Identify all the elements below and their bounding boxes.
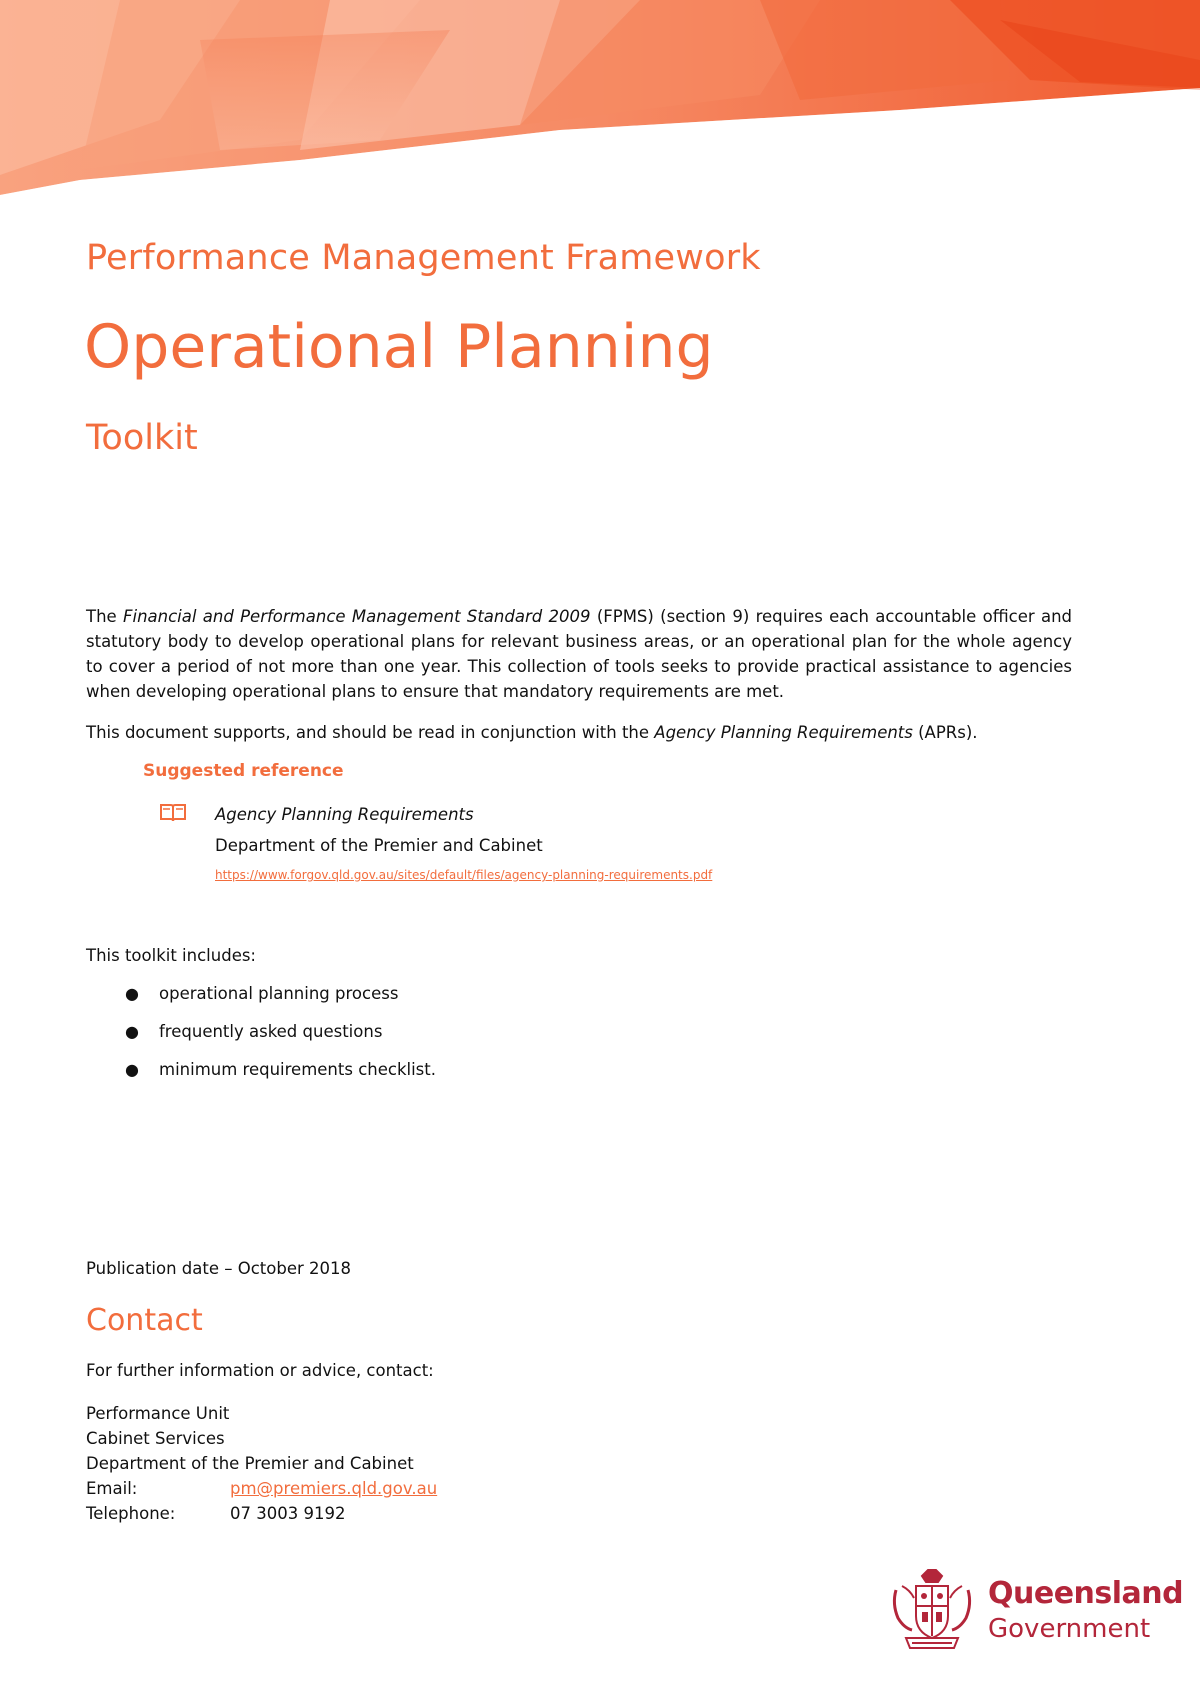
contact-intro: For further information or advice, contact: [86,1361,434,1380]
contact-unit: Performance Unit [86,1404,230,1423]
bullet-icon: ● [125,984,139,1003]
list-item-text: operational planning process [159,984,399,1003]
reference-url-link[interactable]: https://www.forgov.qld.gov.au/sites/default/files/agency-planning-requirements.pdf [215,868,713,882]
support-paragraph [86,720,1072,745]
list-item-text: frequently asked questions [159,1022,383,1041]
reference-title: Agency Planning Requirements [215,805,474,824]
contact-division: Cabinet Services [86,1429,225,1448]
coat-of-arms-icon [884,1568,980,1654]
document-title: Operational Planning [84,312,714,382]
document-subtitle: Toolkit [86,418,198,458]
reference-department: Department of the Premier and Cabinet [215,836,543,855]
telephone-number: 07 3003 9192 [230,1504,346,1523]
book-icon [159,803,187,823]
bullet-icon: ● [125,1022,139,1041]
queensland-government-logo [884,1568,1184,1654]
suggested-reference-heading: Suggested reference [143,761,344,781]
contact-heading: Contact [86,1303,203,1338]
logo-wordmark-queensland: Queensland [988,1576,1184,1611]
intro-text-1: The [86,607,123,626]
email-link[interactable]: pm@premiers.qld.gov.au [230,1479,438,1498]
support-text-2: (APRs). [912,723,978,742]
support-text-1: This document supports, and should be read in conjunction with the [86,723,655,742]
intro-paragraph [86,604,1072,704]
framework-kicker: Performance Management Framework [86,238,761,278]
email-label: Email: [86,1479,138,1498]
publication-date: Publication date – October 2018 [86,1259,352,1278]
bullet-icon: ● [125,1060,139,1079]
intro-text-2: (FPMS) (section 9) requires each accountable officer and statutory body to develop operational plans for relevant business areas, or an operational plan for the whole agency to cover a period of not more than one year. This collection of tools seeks to provide practical assistance to agencies when developing operational plans to ensure that mandatory requirements are met. [86,607,1072,701]
apr-document-name: Agency Planning Requirements [654,723,913,742]
list-item-text: minimum requirements checklist. [159,1060,436,1079]
logo-wordmark-government: Government [988,1614,1151,1644]
telephone-label: Telephone: [86,1504,176,1523]
contact-department: Department of the Premier and Cabinet [86,1454,414,1473]
fpms-standard-name: Financial and Performance Management Standard 2009 [123,607,591,626]
toolkit-includes-heading: This toolkit includes: [86,946,256,965]
header-banner-graphic [0,0,1200,200]
